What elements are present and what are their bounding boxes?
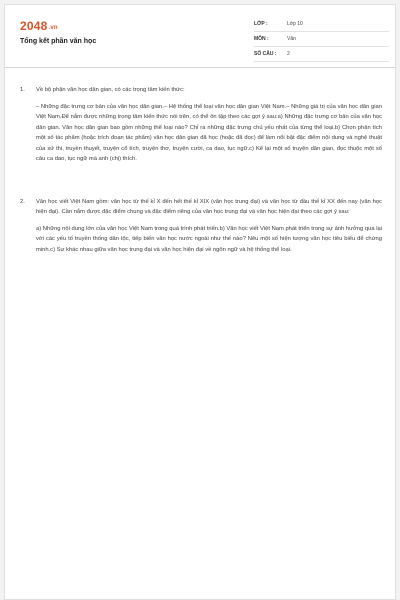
meta-row-count xyxy=(254,47,389,62)
question-item xyxy=(20,197,382,262)
logo-tld: .vn xyxy=(48,25,58,31)
meta-table xyxy=(254,17,389,62)
worksheet-header xyxy=(5,5,395,68)
meta-value-count: 2 xyxy=(287,51,290,57)
question-paragraph: a) Những nội dung lớn của văn học Việt Nam trong quá trình phát triển.b) Văn học viết Việt Nam phát triển trong sự ảnh hưởng qua lại với các yếu tố truyền thống dân tộc, tiếp biến văn học nước ngoài như thế nào? Nêu một số hiện tượng văn học tiêu biểu để chứng minh.c) Sự khác nhau giữa văn học trung đại và văn học hiện đại về ngôn ngữ và hệ thống thể loại. xyxy=(36,225,382,253)
question-paragraph: – Những đặc trưng cơ bản của văn học dân gian.– Hệ thống thể loại văn học dân gian Việt Nam.– Những giá trị của văn học dân gian Việt Nam.Để nắm được những trọng tâm kiến thức nói trên, có thể ôn tập theo các gợi ý sau:a) Những đặc trưng cơ bản của văn học dân gian. Văn học dân gian bao gồm những thể loại nào? Chỉ ra những đặc trưng chủ yếu nhất của từng thể loại.b) Chọn phân tích một số tác phẩm (hoặc trích đoạn tác phẩm) văn học dân gian đã học (hoặc đã đọc) để làm nổi bật đặc điểm nội dung và nghệ thuật của sử thi, truyền thuyết, truyện cổ tích, truyện thơ, truyện cười, ca dao, tục ngữ.c) Kể lại một số truyện dân gian, đọc thuộc một số câu ca dao, tục ngữ mà anh (chị) thích. xyxy=(36,103,382,162)
worksheet-page xyxy=(4,4,396,600)
meta-row-subject xyxy=(254,32,389,47)
site-logo[interactable] xyxy=(20,19,58,33)
meta-label-class: LỚP : xyxy=(254,21,268,27)
question-body xyxy=(36,197,382,262)
question-paragraph: Về bộ phận văn học dân gian, có các trọng tâm kiến thức: xyxy=(36,87,185,93)
logo-main: 2048 xyxy=(20,19,48,33)
meta-row-class xyxy=(254,17,389,32)
question-list xyxy=(20,85,382,261)
question-number: 2. xyxy=(20,198,25,205)
meta-label-count: SỐ CÂU : xyxy=(254,51,277,57)
question-item xyxy=(20,85,382,171)
question-body xyxy=(36,85,382,171)
question-number: 1. xyxy=(20,87,25,93)
meta-value-subject: Văn xyxy=(287,36,296,42)
page-title: Tổng kết phần văn học xyxy=(20,38,97,45)
question-paragraph: Văn học viết Việt Nam gồm: văn học từ thế kỉ X đến hết thế kỉ XIX (văn học trung đại) và văn học từ đầu thế kỉ XX đến nay (văn học hiện đại). Cần nắm được đặc điểm chung và đặc điểm riêng của văn học trung đại và văn học hiện đại theo các gợi ý sau: xyxy=(36,198,382,215)
meta-value-class: Lớp 10 xyxy=(287,21,303,27)
meta-label-subject: MÔN : xyxy=(254,36,269,42)
